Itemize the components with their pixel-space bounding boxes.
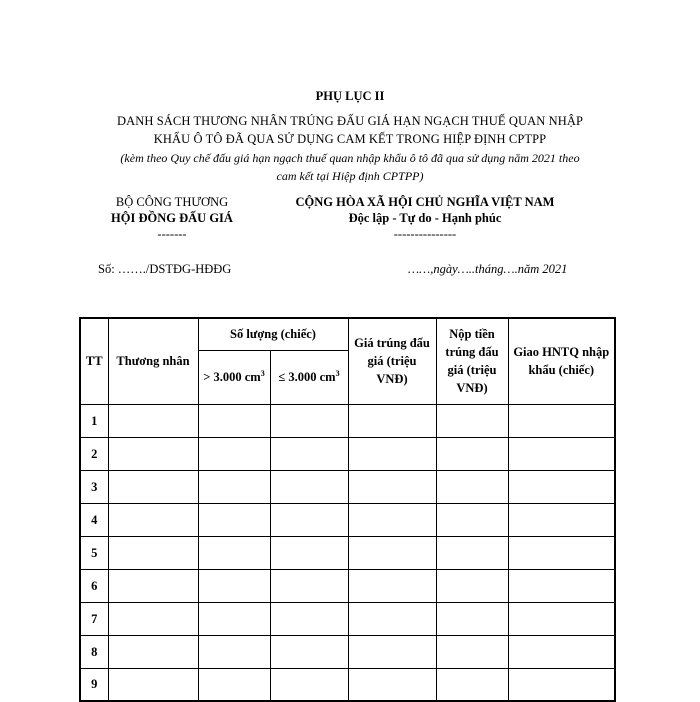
ministry-name: BỘ CÔNG THƯƠNG [115,195,229,209]
note-line-2: cam kết tại Hiệp định CPTPP) [276,169,424,183]
cell [508,536,615,569]
header-payment: Nộp tiền trúng đấu giá (triệu VNĐ) [436,318,508,404]
header-over-3000cc [198,350,270,404]
cell [270,536,348,569]
cell [348,569,436,602]
cell [348,503,436,536]
row-number: 5 [80,536,108,569]
cell [508,404,615,437]
under-3000cc-label: ≤ 3.000 cm [278,370,336,384]
right-header-rule: --------------- [393,227,457,241]
cell [108,668,198,701]
cell [198,602,270,635]
cell [108,602,198,635]
cell [108,437,198,470]
cell [270,503,348,536]
nation-name: CỘNG HÒA XÃ HỘI CHỦ NGHĨA VIỆT NAM [295,195,555,209]
national-motto: Độc lập - Tự do - Hạnh phúc [348,211,502,225]
cell [436,668,508,701]
cell [348,470,436,503]
right-header [270,194,580,242]
cell [508,503,615,536]
cell [108,470,198,503]
header-trader: Thương nhân [108,318,198,404]
row-number: 6 [80,569,108,602]
cell [348,536,436,569]
document-date: ……,ngày…..tháng….năm 2021 [408,262,568,276]
cell [198,503,270,536]
cell [198,470,270,503]
cell [270,404,348,437]
cell [436,470,508,503]
row-number: 7 [80,602,108,635]
row-number: 2 [80,437,108,470]
council-name: HỘI ĐỒNG ĐẤU GIÁ [111,211,233,225]
note-line-1: (kèm theo Quy chế đấu giá hạn ngạch thuế quan nhập khẩu ô tô đã qua sử dụng năm 2021 theo [120,151,580,165]
heading-line-2: KHẨU Ô TÔ ĐÃ QUA SỬ DỤNG CAM KẾT TRONG HIỆP ĐỊNH CPTPP [153,132,547,146]
cell [436,602,508,635]
cubic-superscript: 3 [260,368,265,378]
left-header [92,194,252,242]
row-number: 3 [80,470,108,503]
cell [436,503,508,536]
header-under-3000cc [270,350,348,404]
header-winning-price: Giá trúng đấu giá (triệu VNĐ) [348,318,436,404]
cell [508,437,615,470]
cell [270,470,348,503]
cell [270,602,348,635]
cell [108,635,198,668]
cell [348,404,436,437]
cell [348,635,436,668]
over-3000cc-label: > 3.000 cm [203,370,261,384]
row-number: 4 [80,503,108,536]
cell [108,503,198,536]
cell [270,569,348,602]
cell [348,437,436,470]
heading-line-1: DANH SÁCH THƯƠNG NHÂN TRÚNG ĐẤU GIÁ HẠN NGẠCH THUẾ QUAN NHẬP [116,114,584,128]
row-number: 1 [80,404,108,437]
document-number: Số: ……./DSTĐG-HĐĐG [98,262,232,276]
cell [198,569,270,602]
cell [270,635,348,668]
cell [436,404,508,437]
cell [198,635,270,668]
cell [436,536,508,569]
trader-table [79,317,616,702]
row-number: 9 [80,668,108,701]
cell [198,404,270,437]
cell [508,602,615,635]
cell [270,668,348,701]
cell [508,470,615,503]
cell [436,635,508,668]
cell [508,635,615,668]
cell [108,569,198,602]
cubic-superscript: 3 [335,368,340,378]
header-quota-allocation: Giao HNTQ nhập khẩu (chiếc) [508,318,615,404]
cell [198,437,270,470]
cell [348,602,436,635]
appendix-title: PHỤ LỤC II [315,89,385,103]
header-quantity: Số lượng (chiếc) [198,318,348,350]
cell [508,569,615,602]
row-number: 8 [80,635,108,668]
cell [508,668,615,701]
cell [108,404,198,437]
cell [108,536,198,569]
cell [348,668,436,701]
cell [198,668,270,701]
cell [270,437,348,470]
header-tt: TT [80,318,108,404]
left-header-rule: ------- [157,227,187,241]
cell [198,536,270,569]
cell [436,569,508,602]
cell [436,437,508,470]
